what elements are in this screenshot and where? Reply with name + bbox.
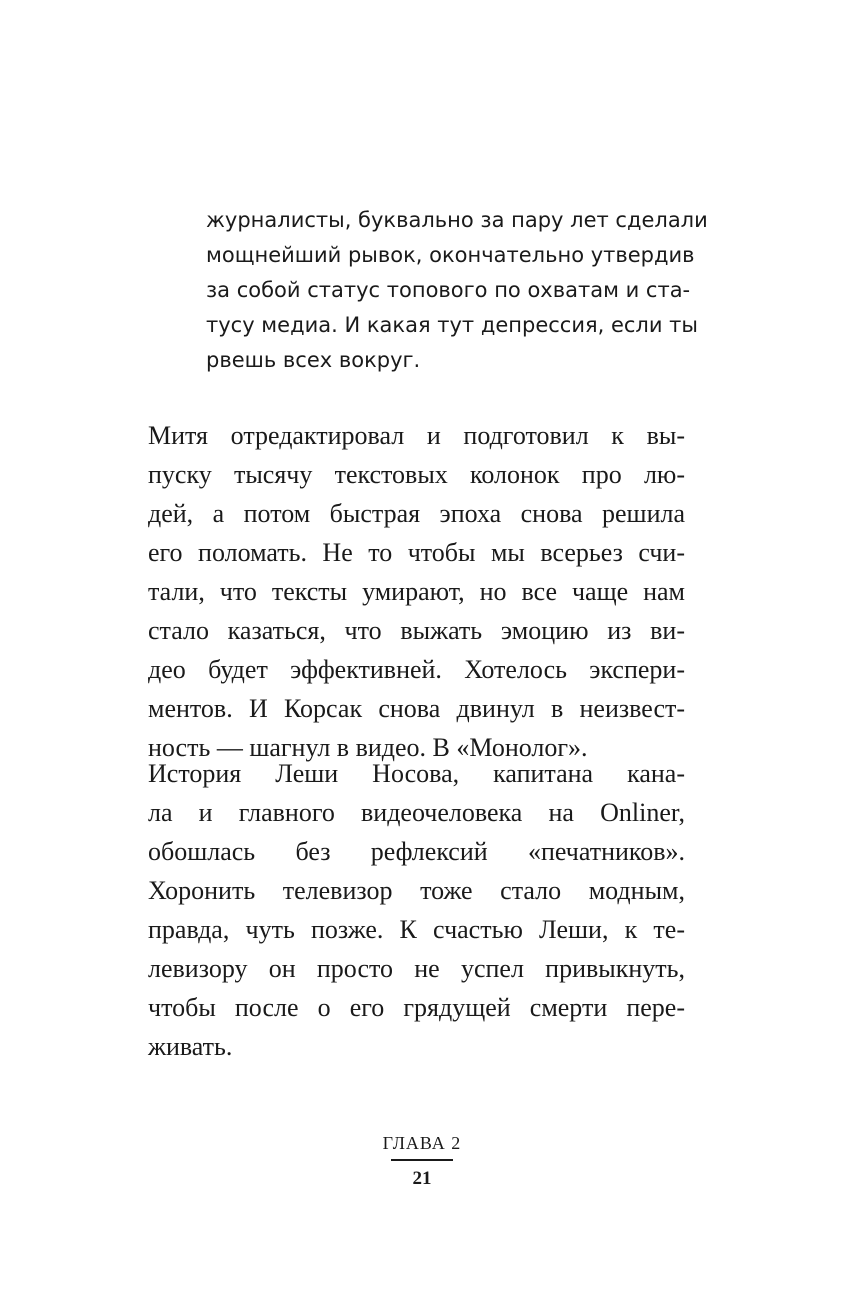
quote-line: за собой статус топового по охватам и ста-: [206, 278, 691, 302]
quote-line: мощнейший рывок, окончательно утвердив: [206, 243, 695, 267]
paragraph-line: правда, чуть позже. К счастью Леши, к те-: [148, 915, 685, 944]
paragraph-line: тали, что тексты умирают, но все чаще нам: [148, 577, 685, 606]
body-paragraph-1: [148, 416, 685, 767]
footer-divider: [391, 1159, 453, 1161]
paragraph-line: Митя отредактировал и подготовил к вы-: [148, 421, 685, 450]
paragraph-line: левизору он просто не успел привыкнуть,: [148, 954, 685, 983]
paragraph-line: живать.: [148, 1032, 233, 1061]
paragraph-line: История Леши Носова, капитана кана-: [148, 759, 685, 788]
paragraph-line: ментов. И Корсак снова двинул в неизвест-: [148, 694, 685, 723]
body-paragraph-2: [148, 754, 685, 1066]
paragraph-line: ность — шагнул в видео. В «Монолог».: [148, 733, 588, 762]
quote-line: рвешь всех вокруг.: [206, 348, 421, 372]
quote-line: журналисты, буквально за пару лет сделали: [206, 208, 708, 232]
chapter-label: ГЛАВА 2: [382, 1133, 462, 1153]
indented-quote-block: [206, 203, 708, 378]
page-number: 21: [412, 1168, 432, 1189]
paragraph-line: его поломать. Не то чтобы мы всерьез счи-: [148, 538, 685, 567]
paragraph-line: пуску тысячу текстовых колонок про лю-: [148, 460, 685, 489]
paragraph-line: ла и главного видеочеловека на Onliner,: [148, 798, 685, 827]
paragraph-line: чтобы после о его грядущей смерти пере-: [148, 993, 685, 1022]
quote-line: тусу медиа. И какая тут депрессия, если ты: [206, 313, 698, 337]
paragraph-line: обошлась без рефлексий «печатников».: [148, 837, 685, 866]
paragraph-line: дей, а потом быстрая эпоха снова решила: [148, 499, 685, 528]
paragraph-line: део будет эффективней. Хотелось экспери-: [148, 655, 685, 684]
paragraph-line: Хоронить телевизор тоже стало модным,: [148, 876, 685, 905]
page-footer: [0, 1130, 844, 1191]
paragraph-line: стало казаться, что выжать эмоцию из ви-: [148, 616, 685, 645]
